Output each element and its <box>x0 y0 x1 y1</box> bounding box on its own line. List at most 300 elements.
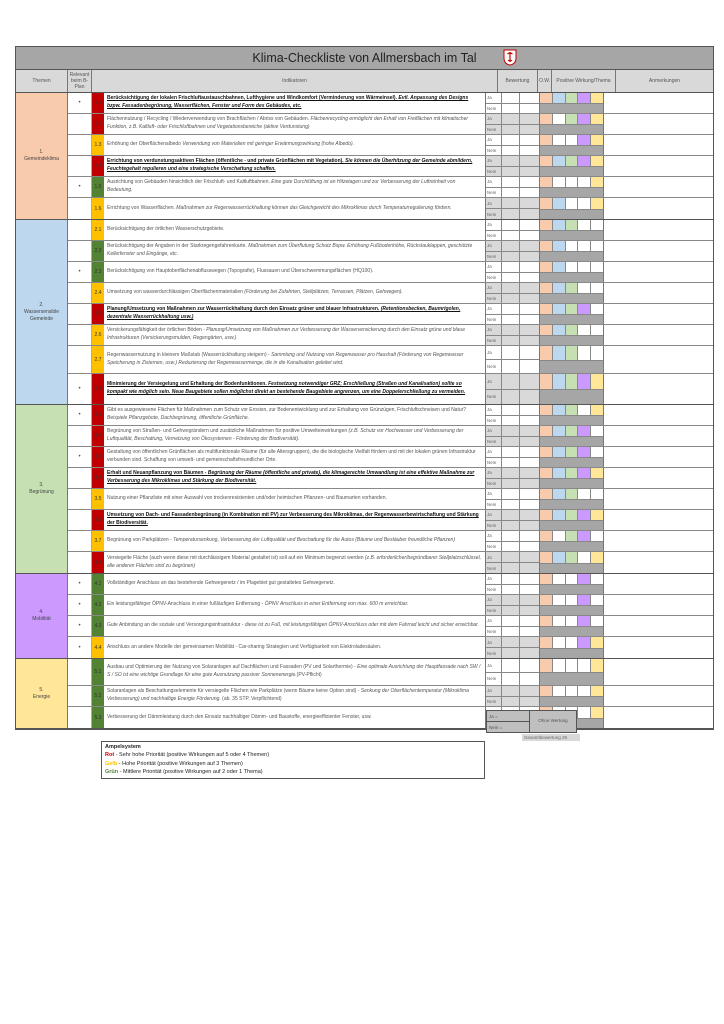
positive-effects <box>540 426 604 446</box>
priority-number: 3.1 <box>92 405 104 425</box>
ow-cell[interactable] <box>520 616 539 626</box>
nein-label: Nein <box>486 673 502 686</box>
positive-effects <box>540 220 604 240</box>
effect-swatch <box>566 325 579 335</box>
nein-label: Nein <box>486 500 502 510</box>
ja-checkbox[interactable] <box>502 637 520 647</box>
effect-swatch <box>578 574 591 584</box>
indicator-row <box>68 489 713 510</box>
ow-cell[interactable] <box>520 563 539 573</box>
effect-swatch <box>566 114 579 124</box>
indicator-text <box>104 552 486 573</box>
effect-swatch <box>553 659 566 672</box>
ja-checkbox[interactable] <box>502 114 520 124</box>
ow-cell[interactable] <box>520 315 539 325</box>
ja-checkbox[interactable] <box>502 241 520 251</box>
effects-bar <box>540 626 603 636</box>
anmerkungen-cell[interactable] <box>604 262 713 282</box>
anmerkungen-cell[interactable] <box>604 552 713 573</box>
ow-cell[interactable] <box>520 209 539 219</box>
ja-checkbox[interactable] <box>502 325 520 335</box>
indicator-detail: Senkung der Oberflächentemperatur (Mikroklima Verbesserung) und nachhaltige Energie Förderung. <box>107 688 469 702</box>
nein-checkbox[interactable] <box>502 125 520 135</box>
nein-checkbox[interactable] <box>502 104 520 114</box>
effect-swatch <box>540 220 553 230</box>
ow-cell[interactable] <box>520 552 539 562</box>
anmerkungen-cell[interactable] <box>604 489 713 509</box>
ow-cell[interactable] <box>520 686 539 696</box>
relevant-marker: • <box>68 574 92 594</box>
nein-checkbox[interactable] <box>502 336 520 346</box>
effect-swatch <box>553 346 566 360</box>
indicator-row <box>68 510 713 531</box>
anmerkungen-cell[interactable] <box>604 241 713 261</box>
ow-cell[interactable] <box>520 648 539 658</box>
effect-swatch <box>566 659 579 672</box>
anmerkungen-cell[interactable] <box>604 616 713 636</box>
anmerkungen-cell[interactable] <box>604 447 713 467</box>
effects-bar <box>540 520 603 530</box>
relevant-marker <box>68 156 92 176</box>
ja-label: Ja <box>486 426 502 436</box>
nein-checkbox[interactable] <box>502 627 520 637</box>
effect-swatch <box>566 595 579 605</box>
ow-cell[interactable] <box>520 606 539 616</box>
indicator-main: Regenwassernutzung in kleinem Maßstab (Wasserrückhaltung steigern) - <box>107 351 272 358</box>
ow-cell[interactable] <box>520 156 539 166</box>
nein-checkbox[interactable] <box>502 648 520 658</box>
summary-block <box>486 710 577 733</box>
priority-number: 1.3 <box>92 135 104 155</box>
ja-checkbox[interactable] <box>502 346 520 359</box>
ja-checkbox[interactable] <box>502 659 520 672</box>
ow-cell[interactable] <box>520 273 539 283</box>
effect-swatch <box>578 198 591 209</box>
ow-cell[interactable] <box>520 489 539 499</box>
priority-number: 3.4 <box>92 468 104 488</box>
nein-checkbox[interactable] <box>502 416 520 426</box>
effect-swatch <box>540 447 553 457</box>
indicator-main: Anschluss an andere Modelle der gemeinsamen Mobilität - Car-sharing Strategien und Verfügbarkeit von Elektroladesäulen. <box>107 643 382 650</box>
positive-effects <box>540 241 604 261</box>
effect-swatch <box>566 198 579 209</box>
indicator-text <box>104 574 486 594</box>
ja-checkbox[interactable] <box>502 220 520 230</box>
ja-checkbox[interactable] <box>502 686 520 696</box>
nein-label: Nein <box>486 437 502 447</box>
indicator-main: Begrünung von Straßen- und Gehwegrändern und zusätzliche Maßnahmen für positive Umwelteinwirkungen <box>107 428 349 435</box>
nein-label: Nein <box>486 627 502 637</box>
effect-swatch <box>566 531 579 541</box>
effects-bar <box>540 457 603 467</box>
ow-cell[interactable] <box>520 283 539 293</box>
effect-swatch <box>540 304 553 314</box>
ow-cell[interactable] <box>520 374 539 389</box>
nein-label: Nein <box>486 521 502 531</box>
indicator-detail: Sie können die Überhitzung der Gemeinde abmildern, Feuchtegehalt regulieren und eine strategische Verschattung schaffen. <box>107 158 473 172</box>
indicator-extra: (PV-Pflicht) <box>296 672 322 678</box>
indicator-detail: (z.B. Schutz vor Hochwasser und Verbesserung der Luftqualität, Beschattung, Vernetzung von Ökosystemen - Förderung der Biodiversität). <box>107 428 464 442</box>
effect-swatch <box>578 346 591 360</box>
ow-cell[interactable] <box>520 637 539 647</box>
ja-checkbox[interactable] <box>502 531 520 541</box>
municipal-crest-icon <box>503 49 517 66</box>
effect-swatch <box>566 374 579 389</box>
anmerkungen-cell[interactable] <box>604 707 713 728</box>
ja-checkbox[interactable] <box>502 468 520 478</box>
priority-number: 2.6 <box>92 325 104 345</box>
effect-swatch <box>540 468 553 478</box>
nein-checkbox[interactable] <box>502 673 520 686</box>
anmerkungen-cell[interactable] <box>604 283 713 303</box>
indicator-main: Errichtung von Wasserflächen. <box>107 204 177 211</box>
nein-checkbox[interactable] <box>502 437 520 447</box>
indicator-row <box>68 135 713 156</box>
indicator-row <box>68 304 713 325</box>
ow-cell[interactable] <box>520 426 539 436</box>
ow-cell[interactable] <box>520 294 539 304</box>
effects-bar <box>540 166 603 176</box>
nein-checkbox[interactable] <box>502 273 520 283</box>
nein-checkbox[interactable] <box>502 252 520 262</box>
nein-checkbox[interactable] <box>502 390 520 405</box>
section-4 <box>16 574 713 659</box>
effect-swatch <box>591 325 603 335</box>
nein-checkbox[interactable] <box>502 294 520 304</box>
indicator-row <box>68 574 713 595</box>
nein-checkbox[interactable] <box>502 188 520 198</box>
indicator-text <box>104 405 486 425</box>
positive-effects <box>540 637 604 658</box>
effect-swatch <box>540 198 553 209</box>
anmerkungen-cell[interactable] <box>604 531 713 551</box>
positive-effects <box>540 405 604 425</box>
effects-bar <box>540 389 603 404</box>
nein-checkbox[interactable] <box>502 521 520 531</box>
ow-cell[interactable] <box>520 304 539 314</box>
effect-swatch <box>591 659 603 672</box>
ow-cell[interactable] <box>520 231 539 241</box>
positive-effects <box>540 262 604 282</box>
ow-cell[interactable] <box>520 262 539 272</box>
effects-bar <box>540 478 603 488</box>
nein-checkbox[interactable] <box>502 563 520 573</box>
effect-swatch <box>566 262 579 272</box>
ow-cell[interactable] <box>520 437 539 447</box>
indicator-text <box>104 637 486 658</box>
ja-label: Ja <box>486 489 502 499</box>
anmerkungen-cell[interactable] <box>604 686 713 706</box>
relevant-marker <box>68 659 92 685</box>
ow-cell[interactable] <box>520 93 539 103</box>
effects-bar <box>540 672 603 685</box>
ja-checkbox[interactable] <box>502 405 520 415</box>
nein-label: Nein <box>486 231 502 241</box>
nein-checkbox[interactable] <box>502 697 520 707</box>
anmerkungen-cell[interactable] <box>604 510 713 530</box>
ja-checkbox[interactable] <box>502 93 520 103</box>
ja-label: Ja <box>486 405 502 415</box>
anmerkungen-cell[interactable] <box>604 156 713 176</box>
ow-cell[interactable] <box>520 252 539 262</box>
ow-cell[interactable] <box>520 336 539 346</box>
ja-label: Ja <box>486 135 502 145</box>
ow-cell[interactable] <box>520 198 539 208</box>
ow-cell[interactable] <box>520 346 539 359</box>
nein-checkbox[interactable] <box>502 167 520 177</box>
relevant-marker <box>68 426 92 446</box>
ja-checkbox[interactable] <box>502 198 520 208</box>
indicator-row <box>68 426 713 447</box>
effect-swatch <box>578 426 591 436</box>
ow-cell[interactable] <box>520 468 539 478</box>
effect-swatch <box>578 531 591 541</box>
effect-swatch <box>591 707 603 718</box>
bewertung-cell <box>486 346 540 373</box>
anmerkungen-cell[interactable] <box>604 325 713 345</box>
nein-checkbox[interactable] <box>502 585 520 595</box>
ow-cell[interactable] <box>520 673 539 686</box>
positive-effects <box>540 468 604 488</box>
anmerkungen-cell[interactable] <box>604 304 713 324</box>
ja-checkbox[interactable] <box>502 510 520 520</box>
effect-swatch <box>540 637 553 648</box>
effects-bar <box>540 584 603 594</box>
indicator-row <box>68 325 713 346</box>
anmerkungen-cell[interactable] <box>604 405 713 425</box>
ja-checkbox[interactable] <box>502 595 520 605</box>
ow-cell[interactable] <box>520 542 539 552</box>
indicator-main: Begrünung von Parkplätzen - <box>107 537 174 544</box>
effect-swatch <box>566 510 579 520</box>
ow-cell[interactable] <box>520 146 539 156</box>
ja-checkbox[interactable] <box>502 447 520 457</box>
ja-label: Ja <box>486 552 502 562</box>
effect-swatch <box>591 686 603 696</box>
legend-gruen: Grün - Mittlere Priorität (positive Wirkungen auf 2 oder 1 Thema) <box>105 768 263 775</box>
page-title: Klima-Checkliste von Allmersbach im Tal <box>252 51 477 65</box>
ow-cell[interactable] <box>520 416 539 426</box>
ow-cell[interactable] <box>520 114 539 124</box>
ow-cell[interactable] <box>520 531 539 541</box>
nein-checkbox[interactable] <box>502 360 520 373</box>
ow-cell[interactable] <box>520 390 539 405</box>
indicator-main: Umsetzung von Dach- und Fassadenbegrünung (in Kombination mit PV) zur Verbesserung des Mikroklimas, der Regenwasserbewirtschaftung und Stärkung der Biodiversität. <box>107 512 479 526</box>
ow-cell[interactable] <box>520 510 539 520</box>
nein-checkbox[interactable] <box>502 146 520 156</box>
effect-swatch <box>540 686 553 696</box>
nein-label: Nein <box>486 606 502 616</box>
ja-label: Ja <box>486 241 502 251</box>
priority-number: 2.8 <box>92 374 104 404</box>
indicator-text <box>104 241 486 261</box>
effect-swatch <box>540 659 553 672</box>
indicator-text <box>104 510 486 530</box>
effect-swatch <box>540 616 553 626</box>
relevant-marker <box>68 198 92 219</box>
priority-number: 3.8 <box>92 552 104 573</box>
bewertung-cell <box>486 283 540 303</box>
indicator-extra: (ab. 35 STP. Verpflichtend) <box>220 696 282 702</box>
header-positive-wirkung: Positive Wirkung/Thema <box>552 70 616 92</box>
ow-cell[interactable] <box>520 479 539 489</box>
anmerkungen-cell[interactable] <box>604 346 713 373</box>
effect-swatch <box>591 637 603 648</box>
priority-number: 5.2 <box>92 686 104 706</box>
effect-swatch <box>566 489 579 499</box>
nein-checkbox[interactable] <box>502 542 520 552</box>
ow-cell[interactable] <box>520 595 539 605</box>
ja-checkbox[interactable] <box>502 304 520 314</box>
anmerkungen-cell[interactable] <box>604 198 713 219</box>
legend-gelb: Gelb - Hohe Priorität (positive Wirkungen auf 3 Themen) <box>105 760 243 767</box>
effect-swatch <box>553 262 566 272</box>
nein-label: Nein <box>486 146 502 156</box>
ow-cell[interactable] <box>520 177 539 187</box>
ow-cell[interactable] <box>520 360 539 373</box>
ja-checkbox[interactable] <box>502 177 520 187</box>
ja-checkbox[interactable] <box>502 262 520 272</box>
nein-checkbox[interactable] <box>502 479 520 489</box>
effect-swatch <box>591 177 603 187</box>
effects-bar <box>540 563 603 574</box>
ja-checkbox[interactable] <box>502 574 520 584</box>
ow-cell[interactable] <box>520 167 539 177</box>
indicator-text <box>104 616 486 636</box>
effect-swatch <box>553 447 566 457</box>
effect-swatch <box>540 156 553 166</box>
indicator-main: Ausrichtung von Gebäuden hinsichtlich der Frischluft- und Kaltluftbahnen. <box>107 179 272 186</box>
priority-number: 5.3 <box>92 707 104 728</box>
effect-swatch <box>578 241 591 251</box>
ow-cell[interactable] <box>520 697 539 707</box>
effect-swatch <box>578 595 591 605</box>
effect-swatch <box>553 156 566 166</box>
bewertung-cell <box>486 304 540 324</box>
nein-checkbox[interactable] <box>502 231 520 241</box>
ow-cell[interactable] <box>520 405 539 415</box>
effect-swatch <box>591 262 603 272</box>
indicator-row <box>68 707 713 728</box>
ow-cell[interactable] <box>520 447 539 457</box>
positive-effects <box>540 325 604 345</box>
anmerkungen-cell[interactable] <box>604 595 713 615</box>
anmerkungen-cell[interactable] <box>604 426 713 446</box>
positive-effects <box>540 374 604 404</box>
nein-checkbox[interactable] <box>502 458 520 468</box>
anmerkungen-cell[interactable] <box>604 374 713 404</box>
ow-cell[interactable] <box>520 521 539 531</box>
ow-cell[interactable] <box>520 135 539 145</box>
ohne-wertung: Ohne Wertung <box>530 710 577 733</box>
anmerkungen-cell[interactable] <box>604 177 713 197</box>
ja-checkbox[interactable] <box>502 156 520 166</box>
indicator-text <box>104 177 486 197</box>
effect-swatch <box>553 198 566 209</box>
effects-bar <box>540 209 603 220</box>
ow-cell[interactable] <box>520 104 539 114</box>
ow-cell[interactable] <box>520 574 539 584</box>
nein-checkbox[interactable] <box>502 209 520 219</box>
effect-swatch <box>540 489 553 499</box>
effect-swatch <box>578 135 591 145</box>
ja-checkbox[interactable] <box>502 552 520 562</box>
indicator-text <box>104 707 486 728</box>
ow-cell[interactable] <box>520 659 539 672</box>
indicator-text <box>104 686 486 706</box>
indicator-detail: ÖPNV Anschluss in einer Entfernung von max. 600 m erreichbar. <box>264 601 409 608</box>
indicator-text <box>104 114 486 134</box>
anmerkungen-cell[interactable] <box>604 659 713 685</box>
priority-number: 2.5 <box>92 304 104 324</box>
ow-cell[interactable] <box>520 500 539 510</box>
indicator-text <box>104 220 486 240</box>
ow-cell[interactable] <box>520 188 539 198</box>
effect-swatch <box>540 595 553 605</box>
positive-effects <box>540 616 604 636</box>
indicator-main: Minimierung der Versiegelung und Erhaltung der Bodenfunktionen. <box>107 381 269 388</box>
anmerkungen-cell[interactable] <box>604 135 713 155</box>
ow-cell[interactable] <box>520 325 539 335</box>
ja-label: Ja <box>486 177 502 187</box>
ow-cell[interactable] <box>520 585 539 595</box>
ow-cell[interactable] <box>520 241 539 251</box>
anmerkungen-cell[interactable] <box>604 468 713 488</box>
nein-checkbox[interactable] <box>502 315 520 325</box>
ja-checkbox[interactable] <box>502 489 520 499</box>
effect-swatch <box>540 574 553 584</box>
priority-number: 5.1 <box>92 659 104 685</box>
ja-checkbox[interactable] <box>502 374 520 389</box>
anmerkungen-cell[interactable] <box>604 114 713 134</box>
legend-title: Ampelsystem <box>105 744 141 750</box>
ja-label: Ja <box>486 220 502 230</box>
positive-effects <box>540 510 604 530</box>
ja-label: Ja <box>486 346 502 359</box>
bewertung-cell <box>486 595 540 615</box>
ja-checkbox[interactable] <box>502 135 520 145</box>
effect-swatch <box>578 510 591 520</box>
ow-cell[interactable] <box>520 220 539 230</box>
anmerkungen-cell[interactable] <box>604 637 713 658</box>
ow-cell[interactable] <box>520 458 539 468</box>
effect-swatch <box>566 468 579 478</box>
ja-checkbox[interactable] <box>502 283 520 293</box>
nein-label: Nein <box>486 315 502 325</box>
ja-checkbox[interactable] <box>502 616 520 626</box>
effect-swatch <box>578 304 591 314</box>
effect-swatch <box>578 374 591 389</box>
indicator-detail: Maßnahmen zur Regenwasserrückhaltung können das Gleichgewicht des Mikroklimas durch Temperaturregulierung fördern. <box>176 204 452 211</box>
positive-effects <box>540 156 604 176</box>
effect-swatch <box>553 220 566 230</box>
ow-cell[interactable] <box>520 627 539 637</box>
bewertung-cell <box>486 325 540 345</box>
bewertung-cell <box>486 510 540 530</box>
anmerkungen-cell[interactable] <box>604 93 713 113</box>
nein-checkbox[interactable] <box>502 606 520 616</box>
ja-checkbox[interactable] <box>502 426 520 436</box>
anmerkungen-cell[interactable] <box>604 574 713 594</box>
indicator-detail: Temperatursenkung, Verbesserung der Luftqualität und Beschattung für die Autos (Bäume und Bestäuber freundliche Pflanzen) <box>173 537 455 544</box>
ow-cell[interactable] <box>520 125 539 135</box>
positive-effects <box>540 531 604 551</box>
indicator-row <box>68 468 713 489</box>
anmerkungen-cell[interactable] <box>604 220 713 240</box>
ja-label: Ja <box>486 595 502 605</box>
nein-checkbox[interactable] <box>502 500 520 510</box>
effect-swatch <box>578 707 591 718</box>
